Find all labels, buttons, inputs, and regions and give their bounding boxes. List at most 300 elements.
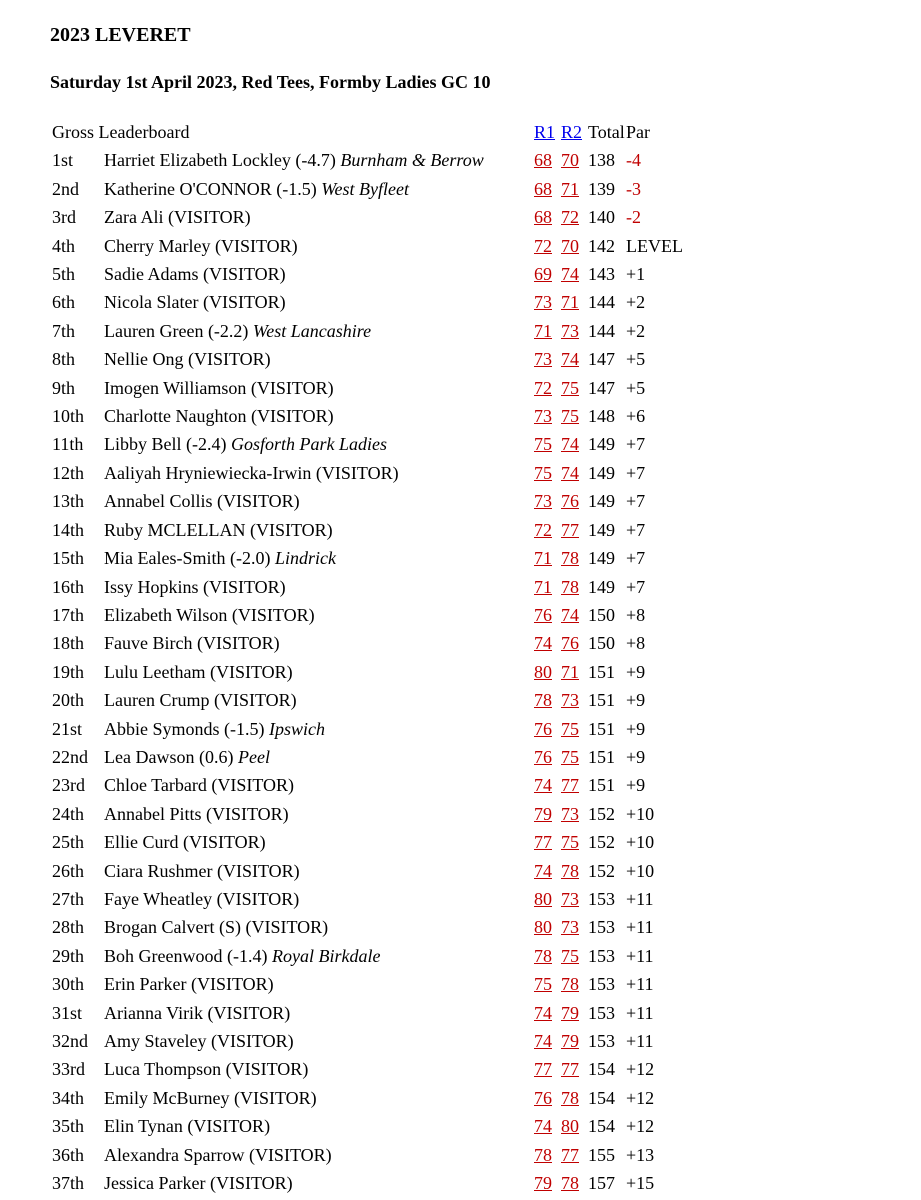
r2-cell: [561, 1141, 588, 1169]
table-row: [52, 857, 706, 885]
position-cell: 10th: [52, 406, 85, 427]
position-cell: 36th: [52, 1144, 85, 1165]
par-cell: +10: [626, 860, 655, 881]
table-row: [52, 1084, 706, 1112]
total-cell: 151: [588, 690, 615, 711]
total-cell: 149: [588, 576, 615, 597]
player-cell: [104, 686, 534, 714]
par-cell: +10: [626, 803, 655, 824]
r1-cell: [534, 487, 561, 515]
total-cell: 153: [588, 1031, 615, 1051]
position-cell: 19th: [52, 661, 85, 682]
player-name: Charlotte Naughton (VISITOR): [104, 406, 334, 427]
table-row: [52, 544, 706, 572]
r1-score-link[interactable]: 72: [534, 519, 552, 540]
position-cell: 33rd: [52, 1059, 85, 1080]
player-name: Ciara Rushmer (VISITOR): [104, 860, 300, 881]
par-cell: +11: [626, 888, 654, 909]
r2-score-link[interactable]: 76: [561, 633, 579, 654]
r2-score-link[interactable]: 73: [561, 690, 579, 711]
player-cell: [104, 260, 534, 288]
player-name: Emily McBurney (VISITOR): [104, 1087, 317, 1108]
r1-cell: [534, 999, 561, 1027]
r2-score-link[interactable]: 71: [561, 178, 579, 199]
player-cell: [104, 317, 534, 345]
r2-score-link[interactable]: 75: [561, 945, 579, 966]
r2-score-link[interactable]: 74: [561, 264, 579, 285]
r1-score-link[interactable]: 73: [534, 292, 552, 313]
r2-score-link[interactable]: 77: [561, 775, 579, 796]
player-club: West Lancashire: [252, 320, 372, 341]
r1-cell: [534, 374, 561, 402]
player-cell: [104, 1027, 534, 1055]
player-name: Mia Eales-Smith (-2.0): [104, 548, 271, 569]
total-cell: 149: [588, 462, 615, 483]
position-cell: 1st: [52, 150, 74, 171]
position-cell: 2nd: [52, 178, 79, 199]
r2-cell: [561, 913, 588, 941]
r1-cell: [534, 203, 561, 231]
r1-score-link[interactable]: 75: [534, 434, 552, 455]
r1-cell: [534, 885, 561, 913]
total-cell: 155: [588, 1144, 615, 1165]
r1-cell: [534, 715, 561, 743]
player-name: Imogen Williamson (VISITOR): [104, 377, 334, 398]
r1-score-link[interactable]: 74: [534, 1031, 552, 1051]
r2-score-link[interactable]: 73: [561, 320, 579, 341]
r1-cell: [534, 1112, 561, 1140]
r2-cell: [561, 715, 588, 743]
par-cell: +9: [626, 661, 646, 682]
par-cell: +11: [626, 1031, 654, 1051]
r1-cell: [534, 345, 561, 373]
par-cell: +7: [626, 548, 646, 569]
par-cell: +11: [626, 974, 654, 995]
r2-cell: [561, 885, 588, 913]
r1-score-link[interactable]: 76: [534, 718, 552, 739]
r1-cell: [534, 146, 561, 174]
total-cell: 152: [588, 832, 615, 853]
total-cell: 153: [588, 945, 615, 966]
r2-score-link[interactable]: 75: [561, 406, 579, 427]
player-name: Jessica Parker (VISITOR): [104, 1173, 293, 1194]
r1-score-link[interactable]: 68: [534, 207, 552, 228]
r2-score-link[interactable]: 71: [561, 292, 579, 313]
par-cell: +1: [626, 264, 646, 285]
position-cell: 20th: [52, 690, 85, 711]
r1-score-link[interactable]: 73: [534, 349, 552, 370]
r1-score-link[interactable]: 78: [534, 690, 552, 711]
position-cell: 29th: [52, 945, 85, 966]
table-row: [52, 629, 706, 657]
player-cell: [104, 402, 534, 430]
r1-score-link[interactable]: 69: [534, 264, 552, 285]
r1-score-link[interactable]: 74: [534, 1002, 552, 1023]
table-row: [52, 288, 706, 316]
r1-score-link[interactable]: 76: [534, 604, 552, 625]
r1-score-link[interactable]: 77: [534, 1059, 552, 1080]
leaderboard-rows: [52, 146, 706, 1197]
r1-score-link[interactable]: 75: [534, 974, 552, 995]
r2-score-link[interactable]: 74: [561, 604, 579, 625]
r2-score-link[interactable]: 79: [561, 1002, 579, 1023]
total-cell: 147: [588, 377, 615, 398]
table-row: [52, 1169, 706, 1197]
table-row: [52, 317, 706, 345]
r2-score-link[interactable]: 70: [561, 235, 579, 256]
par-cell: -2: [626, 207, 641, 228]
r2-cell: [561, 743, 588, 771]
r1-cell: [534, 601, 561, 629]
par-cell: +12: [626, 1116, 655, 1137]
table-row: [52, 459, 706, 487]
total-cell: 153: [588, 888, 615, 909]
r1-score-link[interactable]: 76: [534, 746, 552, 767]
player-cell: [104, 430, 534, 458]
par-cell: +8: [626, 604, 646, 625]
r2-score-link[interactable]: 78: [561, 1087, 579, 1108]
total-cell: 157: [588, 1173, 615, 1194]
position-cell: 9th: [52, 377, 76, 398]
r2-cell: [561, 317, 588, 345]
r1-score-link[interactable]: 78: [534, 945, 552, 966]
r2-score-link[interactable]: 77: [561, 519, 579, 540]
r1-score-link[interactable]: 71: [534, 548, 552, 569]
r2-score-link[interactable]: 74: [561, 349, 579, 370]
player-club: Peel: [237, 746, 270, 767]
total-cell: 138: [588, 150, 615, 171]
r2-score-link[interactable]: 75: [561, 718, 579, 739]
player-name: Zara Ali (VISITOR): [104, 207, 251, 228]
r2-cell: [561, 232, 588, 260]
position-cell: 32nd: [52, 1031, 88, 1051]
player-cell: [104, 573, 534, 601]
position-cell: 21st: [52, 718, 83, 739]
position-cell: 13th: [52, 491, 85, 512]
player-cell: [104, 1084, 534, 1112]
position-cell: 26th: [52, 860, 85, 881]
total-cell: 151: [588, 661, 615, 682]
r2-cell: [561, 203, 588, 231]
par-cell: +12: [626, 1087, 655, 1108]
r2-cell: [561, 459, 588, 487]
r2-cell: [561, 146, 588, 174]
table-row: [52, 913, 706, 941]
par-cell: +9: [626, 718, 646, 739]
par-cell: -4: [626, 150, 641, 171]
player-name: Brogan Calvert (S) (VISITOR): [104, 917, 329, 938]
r2-score-link[interactable]: 73: [561, 803, 579, 824]
position-cell: 22nd: [52, 746, 88, 767]
position-cell: 7th: [52, 320, 76, 341]
player-cell: [104, 771, 534, 799]
r1-column-link[interactable]: R1: [534, 122, 556, 142]
position-cell: 24th: [52, 803, 85, 824]
r1-cell: [534, 430, 561, 458]
position-cell: 3rd: [52, 207, 76, 228]
r2-score-link[interactable]: 74: [561, 462, 579, 483]
total-cell: 149: [588, 491, 615, 512]
player-name: Faye Wheatley (VISITOR): [104, 888, 300, 909]
player-cell: [104, 601, 534, 629]
position-cell: 5th: [52, 264, 76, 285]
table-row: [52, 146, 706, 174]
player-cell: [104, 175, 534, 203]
player-cell: [104, 999, 534, 1027]
table-row: [52, 175, 706, 203]
player-name: Lea Dawson (0.6): [104, 746, 234, 767]
r1-cell: [534, 828, 561, 856]
total-cell: 154: [588, 1087, 615, 1108]
r2-score-link[interactable]: 73: [561, 888, 579, 909]
total-cell: 151: [588, 775, 615, 796]
table-row: [52, 260, 706, 288]
r1-score-link[interactable]: 76: [534, 1087, 552, 1108]
player-name: Aaliyah Hryniewiecka-Irwin (VISITOR): [104, 462, 399, 483]
r2-cell: [561, 686, 588, 714]
r2-score-link[interactable]: 72: [561, 207, 579, 228]
position-cell: 16th: [52, 576, 85, 597]
r2-score-link[interactable]: 78: [561, 576, 579, 597]
player-name: Issy Hopkins (VISITOR): [104, 576, 286, 597]
par-cell: +2: [626, 292, 646, 313]
r1-score-link[interactable]: 68: [534, 178, 552, 199]
par-cell: +11: [626, 945, 654, 966]
r1-cell: [534, 459, 561, 487]
r2-score-link[interactable]: 75: [561, 377, 579, 398]
header-r1: [534, 118, 561, 146]
player-cell: [104, 913, 534, 941]
r2-cell: [561, 771, 588, 799]
position-cell: 30th: [52, 974, 85, 995]
player-name: Libby Bell (-2.4): [104, 434, 227, 455]
r1-score-link[interactable]: 74: [534, 1116, 552, 1137]
r1-cell: [534, 232, 561, 260]
player-cell: [104, 743, 534, 771]
table-row: [52, 743, 706, 771]
r1-cell: [534, 970, 561, 998]
r2-score-link[interactable]: 78: [561, 974, 579, 995]
r1-score-link[interactable]: 71: [534, 320, 552, 341]
position-cell: 12th: [52, 462, 85, 483]
player-cell: [104, 374, 534, 402]
r1-score-link[interactable]: 73: [534, 491, 552, 512]
total-cell: 151: [588, 718, 615, 739]
table-row: [52, 402, 706, 430]
r2-score-link[interactable]: 80: [561, 1116, 579, 1137]
r2-score-link[interactable]: 73: [561, 917, 579, 938]
r1-score-link[interactable]: 73: [534, 406, 552, 427]
par-cell: +8: [626, 633, 646, 654]
r2-score-link[interactable]: 70: [561, 150, 579, 171]
total-cell: 153: [588, 974, 615, 995]
player-name: Lulu Leetham (VISITOR): [104, 661, 293, 682]
player-name: Boh Greenwood (-1.4): [104, 945, 268, 966]
player-cell: [104, 516, 534, 544]
player-name: Nicola Slater (VISITOR): [104, 292, 286, 313]
r1-score-link[interactable]: 71: [534, 576, 552, 597]
position-cell: 28th: [52, 917, 85, 938]
r2-score-link[interactable]: 78: [561, 548, 579, 569]
position-cell: 34th: [52, 1087, 85, 1108]
table-row: [52, 232, 706, 260]
r2-score-link[interactable]: 79: [561, 1031, 579, 1051]
player-name: Amy Staveley (VISITOR): [104, 1031, 294, 1051]
r1-score-link[interactable]: 79: [534, 1173, 552, 1194]
r1-score-link[interactable]: 74: [534, 633, 552, 654]
table-row: [52, 487, 706, 515]
player-name: Chloe Tarbard (VISITOR): [104, 775, 295, 796]
r2-score-link[interactable]: 77: [561, 1144, 579, 1165]
r2-cell: [561, 828, 588, 856]
header-par: Par: [626, 122, 650, 142]
r1-score-link[interactable]: 68: [534, 150, 552, 171]
total-cell: 153: [588, 917, 615, 938]
table-row: [52, 345, 706, 373]
r1-cell: [534, 771, 561, 799]
r2-score-link[interactable]: 74: [561, 434, 579, 455]
header-gross-leaderboard: Gross Leaderboard: [52, 122, 190, 142]
r2-score-link[interactable]: 78: [561, 860, 579, 881]
table-row: [52, 970, 706, 998]
player-name: Fauve Birch (VISITOR): [104, 633, 280, 654]
r1-score-link[interactable]: 77: [534, 832, 552, 853]
r2-score-link[interactable]: 75: [561, 832, 579, 853]
player-cell: [104, 885, 534, 913]
total-cell: 151: [588, 746, 615, 767]
r2-cell: [561, 516, 588, 544]
par-cell: +7: [626, 519, 646, 540]
par-cell: +9: [626, 746, 646, 767]
r2-cell: [561, 1027, 588, 1055]
player-club: Gosforth Park Ladies: [230, 434, 387, 455]
position-cell: 4th: [52, 235, 76, 256]
par-cell: +10: [626, 832, 655, 853]
player-cell: [104, 658, 534, 686]
r2-cell: [561, 800, 588, 828]
player-cell: [104, 629, 534, 657]
r1-score-link[interactable]: 78: [534, 1144, 552, 1165]
r1-cell: [534, 288, 561, 316]
player-name: Abbie Symonds (-1.5): [104, 718, 265, 739]
event-subtitle: Saturday 1st April 2023, Red Tees, Formby Ladies GC 10: [50, 72, 491, 92]
r1-cell: [534, 1169, 561, 1197]
r1-cell: [534, 629, 561, 657]
player-name: Cherry Marley (VISITOR): [104, 235, 298, 256]
header-row: [52, 118, 706, 146]
table-row: [52, 374, 706, 402]
table-row: [52, 1112, 706, 1140]
total-cell: 144: [588, 320, 615, 341]
total-cell: 149: [588, 434, 615, 455]
position-cell: 11th: [52, 434, 84, 455]
par-cell: +12: [626, 1059, 655, 1080]
r1-score-link[interactable]: 80: [534, 917, 552, 938]
total-cell: 150: [588, 633, 615, 654]
par-cell: +11: [626, 917, 654, 938]
player-club: Royal Birkdale: [271, 945, 381, 966]
player-name: Erin Parker (VISITOR): [104, 974, 274, 995]
r1-score-link[interactable]: 80: [534, 888, 552, 909]
r2-score-link[interactable]: 78: [561, 1173, 579, 1194]
player-name: Ruby MCLELLAN (VISITOR): [104, 519, 333, 540]
total-cell: 143: [588, 264, 615, 285]
par-cell: +5: [626, 377, 646, 398]
table-row: [52, 999, 706, 1027]
r2-cell: [561, 345, 588, 373]
par-cell: +11: [626, 1002, 654, 1023]
r1-cell: [534, 913, 561, 941]
r1-score-link[interactable]: 79: [534, 803, 552, 824]
r2-cell: [561, 288, 588, 316]
r1-score-link[interactable]: 72: [534, 377, 552, 398]
r2-cell: [561, 402, 588, 430]
player-name: Annabel Collis (VISITOR): [104, 491, 300, 512]
total-cell: 150: [588, 604, 615, 625]
position-cell: 6th: [52, 292, 76, 313]
total-cell: 147: [588, 349, 615, 370]
r1-cell: [534, 402, 561, 430]
total-cell: 154: [588, 1116, 615, 1137]
r1-score-link[interactable]: 74: [534, 860, 552, 881]
player-cell: [104, 203, 534, 231]
table-row: [52, 658, 706, 686]
player-club: Lindrick: [274, 548, 336, 569]
r1-score-link[interactable]: 74: [534, 775, 552, 796]
par-cell: +6: [626, 406, 646, 427]
player-cell: [104, 288, 534, 316]
r2-cell: [561, 857, 588, 885]
total-cell: 149: [588, 519, 615, 540]
r1-cell: [534, 1084, 561, 1112]
total-cell: 139: [588, 178, 615, 199]
r2-score-link[interactable]: 71: [561, 661, 579, 682]
r2-cell: [561, 970, 588, 998]
r1-cell: [534, 175, 561, 203]
r1-score-link[interactable]: 75: [534, 462, 552, 483]
r2-cell: [561, 573, 588, 601]
r2-score-link[interactable]: 75: [561, 746, 579, 767]
r1-cell: [534, 1141, 561, 1169]
position-cell: 31st: [52, 1002, 83, 1023]
position-cell: 37th: [52, 1173, 85, 1194]
r1-score-link[interactable]: 72: [534, 235, 552, 256]
player-name: Alexandra Sparrow (VISITOR): [104, 1144, 332, 1165]
total-cell: 142: [588, 235, 615, 256]
position-cell: 8th: [52, 349, 76, 370]
r1-score-link[interactable]: 80: [534, 661, 552, 682]
position-cell: 23rd: [52, 775, 85, 796]
r2-score-link[interactable]: 77: [561, 1059, 579, 1080]
total-cell: 144: [588, 292, 615, 313]
r2-score-link[interactable]: 76: [561, 491, 579, 512]
r1-cell: [534, 857, 561, 885]
table-row: [52, 828, 706, 856]
player-cell: [104, 232, 534, 260]
player-club: West Byfleet: [321, 178, 410, 199]
table-row: [52, 1055, 706, 1083]
player-cell: [104, 942, 534, 970]
table-row: [52, 686, 706, 714]
r2-column-link[interactable]: R2: [561, 122, 583, 142]
position-cell: 18th: [52, 633, 85, 654]
table-row: [52, 715, 706, 743]
player-cell: [104, 459, 534, 487]
player-name: Luca Thompson (VISITOR): [104, 1059, 309, 1080]
r2-cell: [561, 1084, 588, 1112]
player-cell: [104, 544, 534, 572]
position-cell: 15th: [52, 548, 85, 569]
